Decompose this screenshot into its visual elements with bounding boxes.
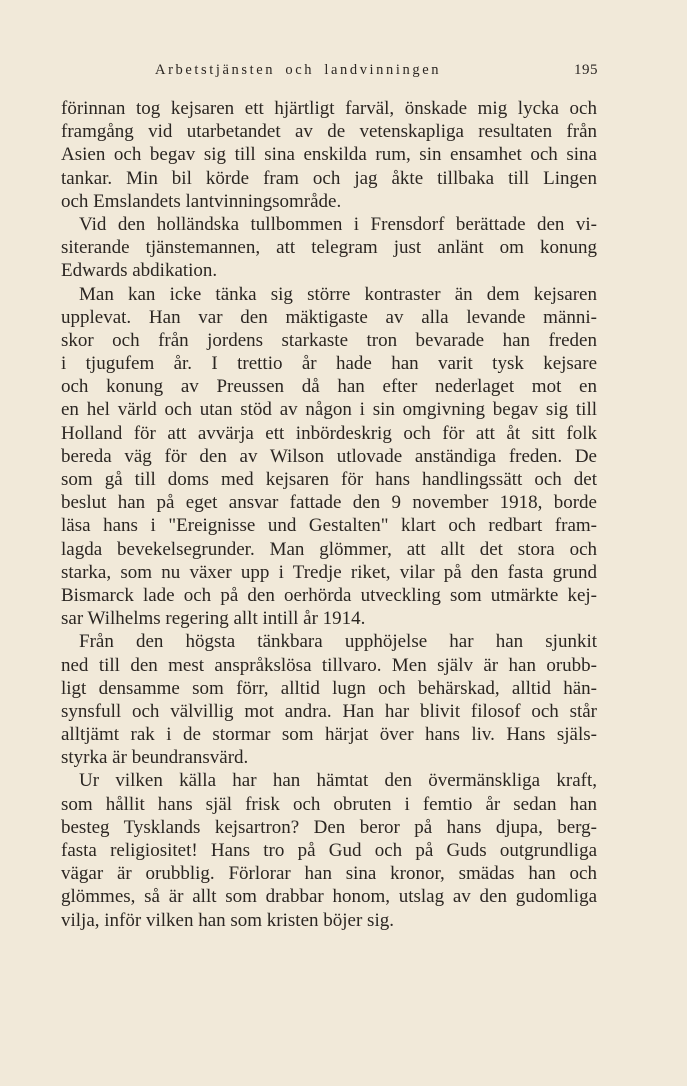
text-line: ned till den mest anspråkslösa tillvaro. Men själv är han orubb-: [61, 654, 597, 676]
text-line: starka, som nu växer upp i Tredje riket, vilar på den fasta grund: [61, 561, 597, 583]
text-line: Holland för att avvärja ett inbördeskrig och för att åt sitt folk: [61, 422, 597, 444]
text-line: läsa hans i "Ereignisse und Gestalten" klart och redbart fram-: [61, 515, 597, 537]
text-line: Bismarck lade och på den oerhörda utveckling som utmärkte kej-: [61, 584, 597, 606]
text-line: upplevat. Han var den mäktigaste av alla levande männi-: [61, 306, 597, 328]
text-line: fasta religiositet! Hans tro på Gud och på Guds outgrundliga: [61, 840, 597, 861]
text-line: besteg Tysklands kejsartron? Den beror på hans djupa, berg-: [61, 816, 597, 838]
text-line: bereda väg för den av Wilson utlovade anständiga freden. De: [61, 445, 597, 467]
text-line: och Emslandets lantvinningsområde.: [61, 190, 342, 212]
page-number: 195: [574, 62, 598, 78]
text-line: och konung av Preussen då han efter nederlaget mot en: [61, 376, 597, 398]
text-line: Ur vilken källa har han hämtat den övermänskliga kraft,: [79, 770, 597, 792]
text-line: alltjämt rak i de stormar som härjat över hans liv. Hans själs-: [61, 724, 597, 746]
text-line: Man kan icke tänka sig större kontraster än dem kejsaren: [79, 283, 597, 305]
text-line: ligt densamme som förr, alltid lugn och behärskad, alltid hän-: [61, 677, 597, 699]
running-header: [80, 62, 600, 86]
text-line: vägar är orubblig. Förlorar han sina kronor, smädas han och: [61, 863, 597, 885]
text-line: glömmes, så är allt som drabbar honom, utslag av den gudomliga: [61, 886, 597, 908]
text-line: Asien och begav sig till sina enskilda rum, sin ensamhet och sina: [61, 144, 597, 166]
body-text: [61, 97, 597, 932]
text-line: styrka är beundransvärd.: [61, 747, 249, 769]
text-line: framgång vid utarbetandet av de vetenskapliga resultaten från: [61, 121, 597, 143]
text-line: sar Wilhelms regering allt intill år 1914.: [61, 608, 366, 630]
text-line: tankar. Min bil körde fram och jag åkte tillbaka till Lingen: [61, 167, 597, 189]
text-line: beslut han på eget ansvar fattade den 9 november 1918, borde: [61, 492, 597, 514]
text-line: en hel värld och utan stöd av någon i sin omgivning begav sig till: [61, 399, 597, 421]
text-line: skor och från jordens starkaste tron bevarade han freden: [61, 329, 597, 351]
text-line: Vid den holländska tullbommen i Frensdorf berättade den vi-: [79, 213, 597, 235]
text-line: Edwards abdikation.: [61, 260, 218, 282]
text-line: synsfull och välvillig mot andra. Han har blivit filosof och står: [61, 700, 597, 722]
text-line: vilja, inför vilken han som kristen böjer sig.: [61, 909, 394, 931]
text-line: Från den högsta tänkbara upphöjelse har han sjunkit: [79, 631, 597, 653]
text-line: i tjugufem år. I trettio år hade han varit tysk kejsare: [61, 353, 597, 375]
text-line: siterande tjänstemannen, att telegram just anlänt om konung: [61, 237, 597, 259]
text-line: lagda bevekelsegrunder. Man glömmer, att allt det stora och: [61, 538, 597, 560]
text-line: som gå till doms med kejsaren för hans handlingssätt och det: [61, 469, 597, 490]
running-title: Arbetstjänsten och landvinningen: [155, 62, 442, 78]
text-line: förinnan tog kejsaren ett hjärtligt farväl, önskade mig lycka och: [61, 98, 597, 119]
text-line: som hållit hans själ frisk och obruten i femtio år sedan han: [61, 793, 597, 815]
